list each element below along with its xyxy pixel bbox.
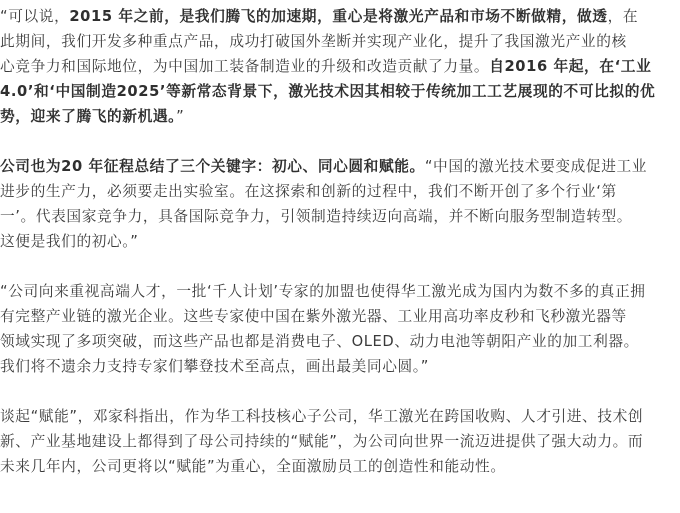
text-run: “中国的激光技术要变成促进工业	[424, 158, 648, 175]
article-paragraph	[0, 279, 675, 379]
text-line	[0, 279, 675, 304]
article-paragraph	[0, 404, 675, 479]
text-line	[0, 404, 675, 429]
text-line	[0, 154, 675, 179]
text-run: “公司向来重视高端人才，一批‘千人计划’专家的加盟也使得华工激光成为国内为数不多的真正拥	[0, 283, 646, 300]
text-line	[0, 79, 675, 104]
text-line	[0, 179, 675, 204]
text-run: 新、产业基地建设上都得到了母公司持续的“赋能”，为公司向世界一流迈进提供了强大动力。而	[0, 433, 644, 450]
text-line	[0, 4, 675, 29]
text-line	[0, 354, 675, 379]
text-line	[0, 229, 675, 254]
text-line	[0, 29, 675, 54]
text-line	[0, 54, 675, 79]
text-run: 这便是我们的初心。”	[0, 233, 139, 250]
text-line	[0, 454, 675, 479]
text-run: 有完整产业链的激光企业。这些专家使中国在紫外激光器、工业用高功率皮秒和飞秒激光器等	[0, 308, 627, 325]
bold-text-run: 2015 年之前，是我们腾飞的加速期，重心是将激光产品和市场不断做精，做透	[69, 8, 608, 25]
text-line	[0, 429, 675, 454]
text-run: “可以说，	[0, 8, 70, 25]
text-run: 一’。代表国家竞争力，具备国际竞争力，引领制造持续迈向高端，并不断向服务型制造转型。	[0, 208, 633, 225]
text-run: 领域实现了多项突破，而这些产品也都是消费电子、OLED、动力电池等朝阳产业的加工利器。	[0, 333, 639, 350]
text-run: 进步的生产力，必须要走出实验室。在这探索和创新的过程中，我们不断开创了多个行业‘第	[0, 183, 617, 200]
text-run: 我们将不遗余力支持专家们攀登技术至高点，画出最美同心圆。”	[0, 358, 429, 375]
bold-text-run: 自2016 年起，在‘工业	[489, 58, 652, 75]
article-body	[0, 4, 675, 479]
text-run: ，在	[607, 8, 639, 25]
article-paragraph	[0, 154, 675, 254]
bold-text-run: 势，迎来了腾飞的新机遇。	[0, 108, 177, 125]
text-line	[0, 104, 675, 129]
text-run: 未来几年内，公司更将以“赋能”为重心，全面激励员工的创造性和能动性。	[0, 458, 506, 475]
text-run: 谈起“赋能”，邓家科指出，作为华工科技核心子公司，华工激光在跨国收购、人才引进、技术创	[0, 408, 644, 425]
text-line	[0, 304, 675, 329]
text-run: 心竞争力和国际地位，为中国加工装备制造业的升级和改造贡献了力量。	[0, 58, 490, 75]
bold-text-run: 4.0’和‘中国制造2025’等新常态背景下，激光技术因其相较于传统加工工艺展现的不可比拟的优	[0, 83, 656, 100]
text-line	[0, 329, 675, 354]
bold-text-run: 公司也为20 年征程总结了三个关键字：初心、同心圆和赋能。	[0, 158, 425, 175]
text-run: 此期间，我们开发多种重点产品，成功打破国外垄断并实现产业化，提升了我国激光产业的核	[0, 33, 627, 50]
text-line	[0, 204, 675, 229]
text-run: ”	[176, 108, 185, 125]
article-paragraph	[0, 4, 675, 129]
